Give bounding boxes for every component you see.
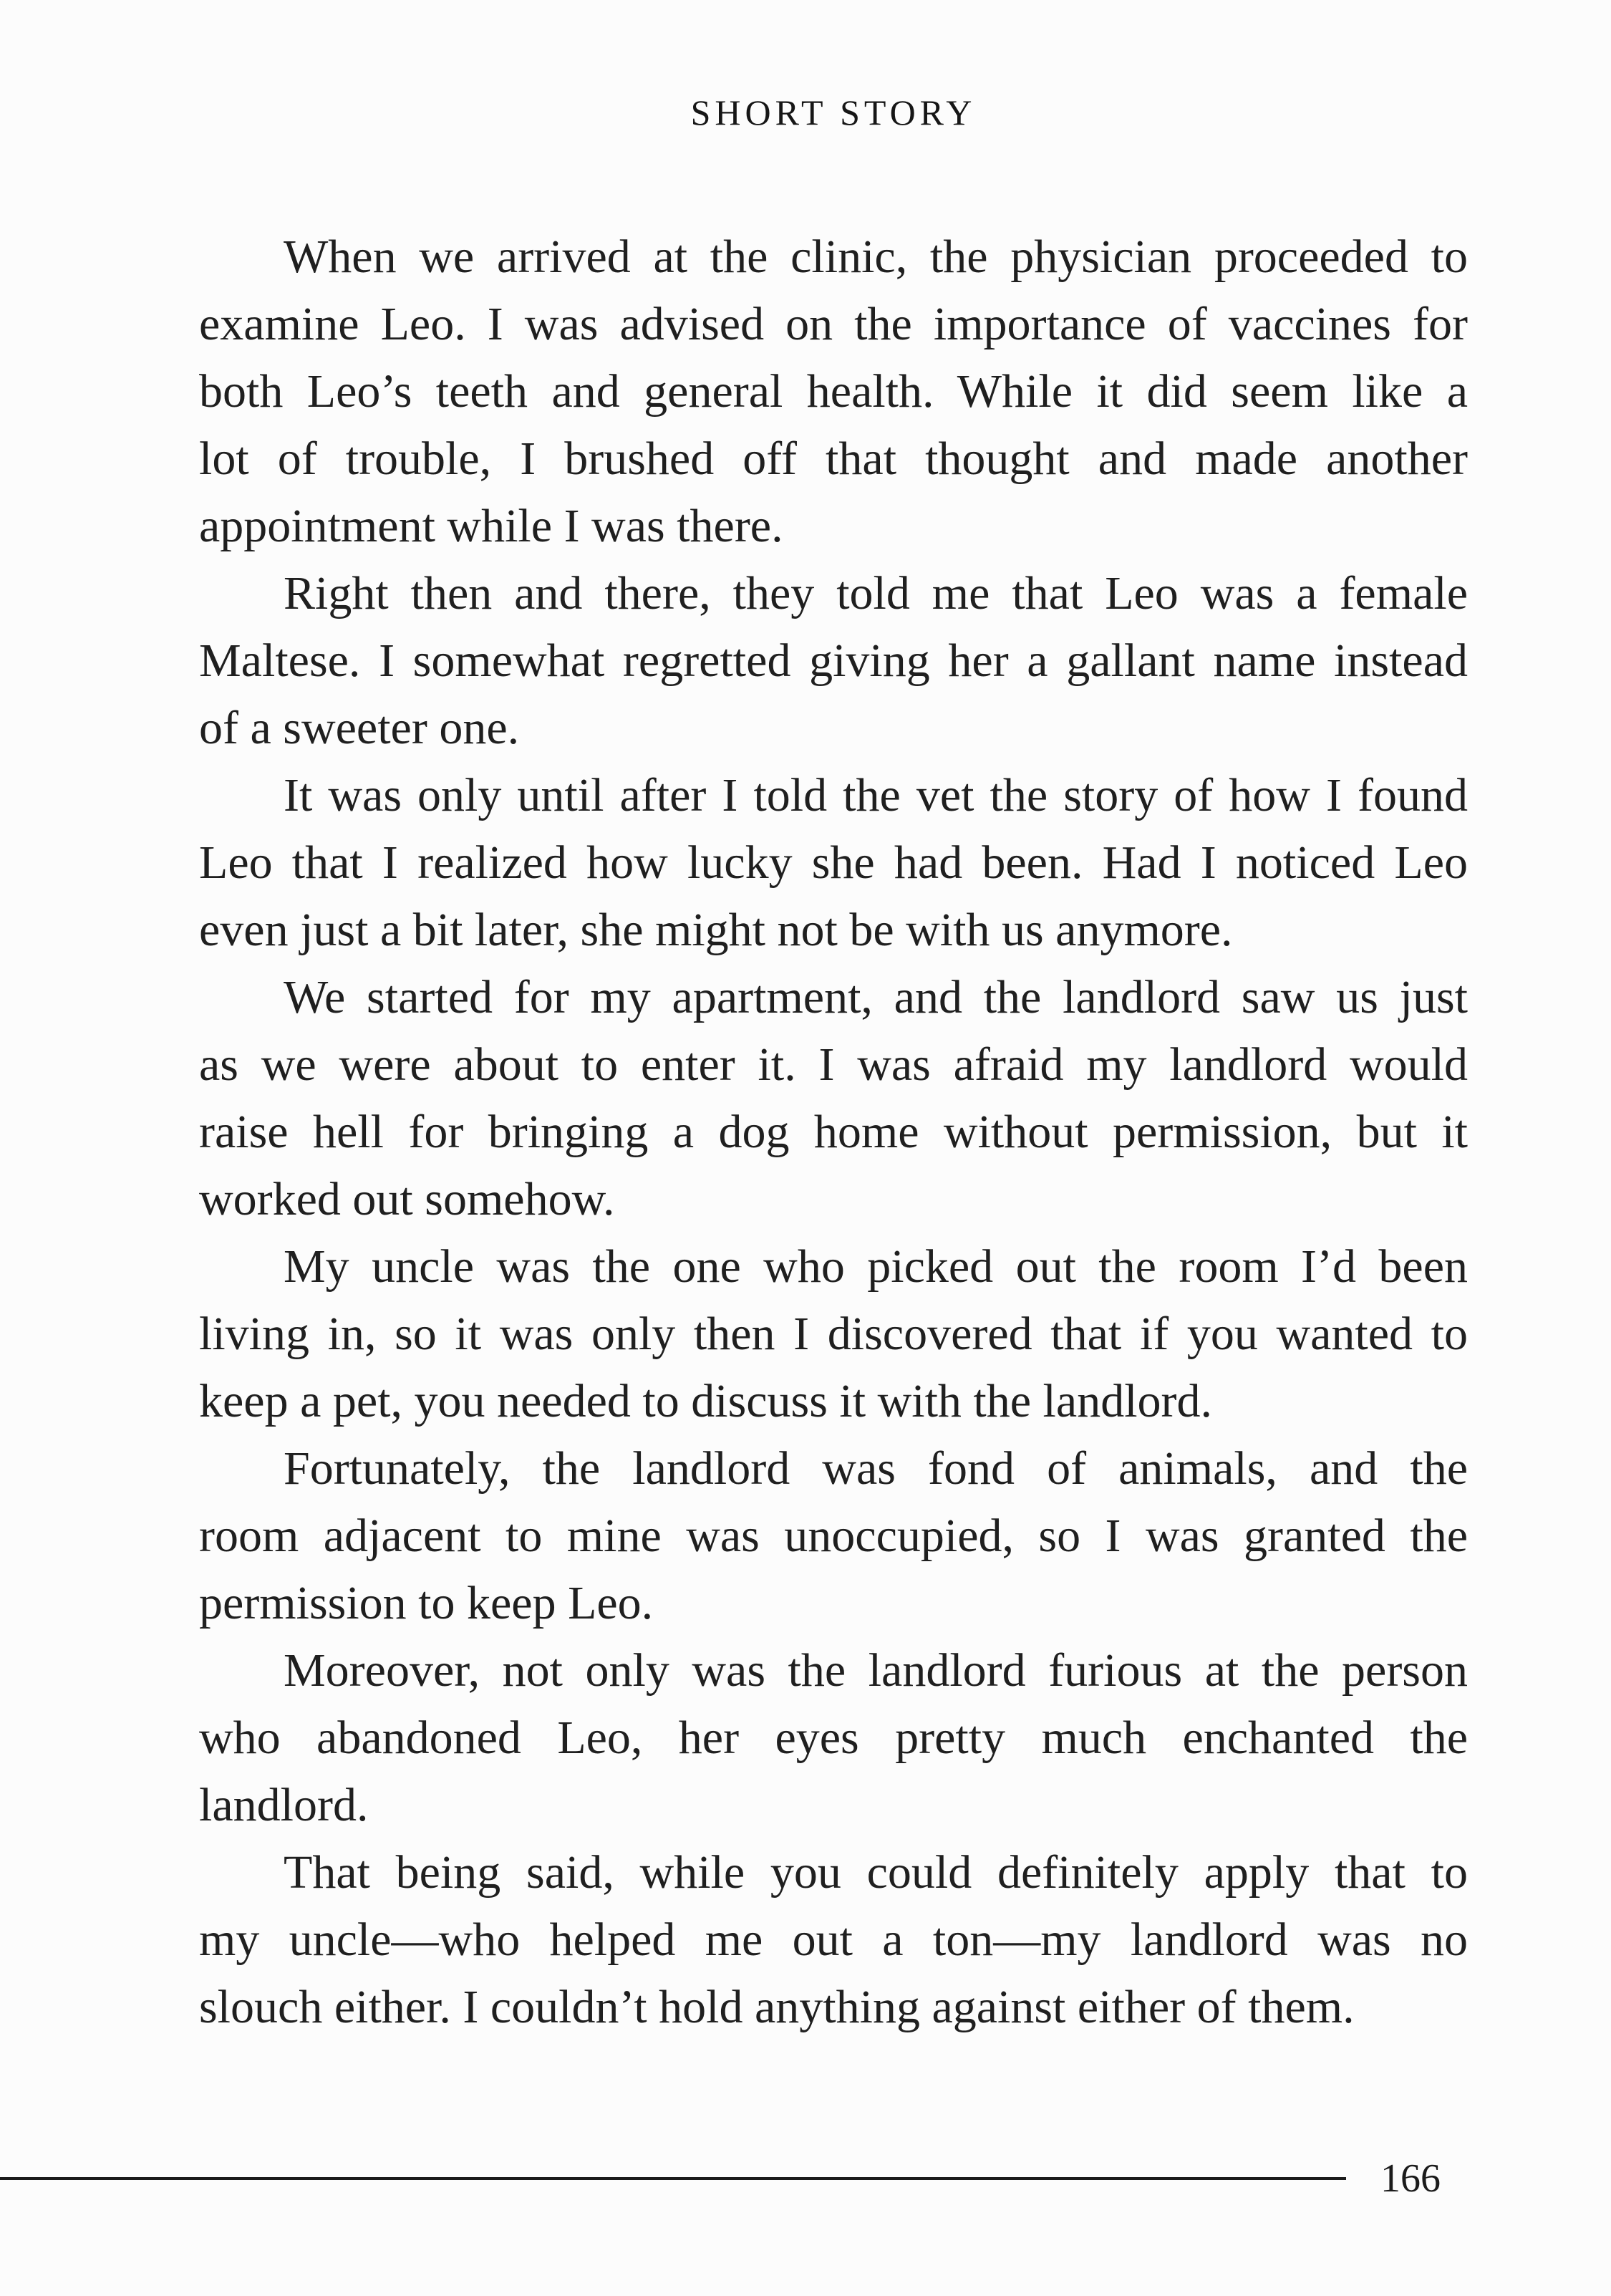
story-line: even just a bit later, she might not be with us anymore. (199, 904, 1233, 956)
paragraph (199, 1233, 1468, 1435)
story-line: as we were about to enter it. I was afraid my landlord would (199, 1038, 1468, 1091)
story-line: Right then and there, they told me that Leo was a female (284, 567, 1468, 619)
story-line: That being said, while you could definitely apply that to (284, 1846, 1468, 1899)
story-line: Moreover, not only was the landlord furious at the person (284, 1644, 1468, 1697)
story-line: Leo that I realized how lucky she had been. Had I noticed Leo (199, 836, 1468, 889)
paragraph (199, 762, 1468, 964)
story-line: lot of trouble, I brushed off that thought and made another (199, 433, 1468, 485)
story-line: worked out somehow. (199, 1173, 615, 1225)
paragraph (199, 1839, 1468, 2041)
story-line: examine Leo. I was advised on the importance of vaccines for (199, 298, 1468, 350)
story-line: who abandoned Leo, her eyes pretty much enchanted the (199, 1712, 1468, 1764)
story-line: It was only until after I told the vet the story of how I found (284, 769, 1468, 821)
running-header: SHORT STORY (690, 92, 977, 132)
story-line: We started for my apartment, and the landlord saw us just (284, 971, 1468, 1023)
paragraph (199, 560, 1468, 762)
story-line: landlord. (199, 1779, 369, 1831)
story-line: room adjacent to mine was unoccupied, so I was granted the (199, 1510, 1468, 1562)
story-line: slouch either. I couldn’t hold anything against either of them. (199, 1981, 1355, 2033)
story-line: of a sweeter one. (199, 702, 520, 754)
page-number: 166 (1380, 2156, 1441, 2201)
story-line: Fortunately, the landlord was fond of animals, and the (284, 1442, 1468, 1495)
story-line: My uncle was the one who picked out the room I’d been (284, 1240, 1468, 1293)
paragraph (199, 1435, 1468, 1637)
story-line: Maltese. I somewhat regretted giving her a gallant name instead (199, 635, 1468, 687)
footer-rule (0, 2177, 1346, 2180)
paragraph (199, 1637, 1468, 1839)
paragraph (199, 964, 1468, 1233)
story-line: living in, so it was only then I discovered that if you wanted to (199, 1308, 1468, 1360)
story-text-block (199, 223, 1468, 2041)
story-line: keep a pet, you needed to discuss it with the landlord. (199, 1375, 1213, 1427)
story-line: appointment while I was there. (199, 500, 783, 552)
story-line: permission to keep Leo. (199, 1577, 654, 1629)
story-line: both Leo’s teeth and general health. While it did seem like a (199, 365, 1468, 418)
paragraph (199, 223, 1468, 560)
story-line: When we arrived at the clinic, the physician proceeded to (284, 231, 1468, 283)
story-line: my uncle—who helped me out a ton—my landlord was no (199, 1914, 1468, 1966)
story-line: raise hell for bringing a dog home without permission, but it (199, 1106, 1468, 1158)
